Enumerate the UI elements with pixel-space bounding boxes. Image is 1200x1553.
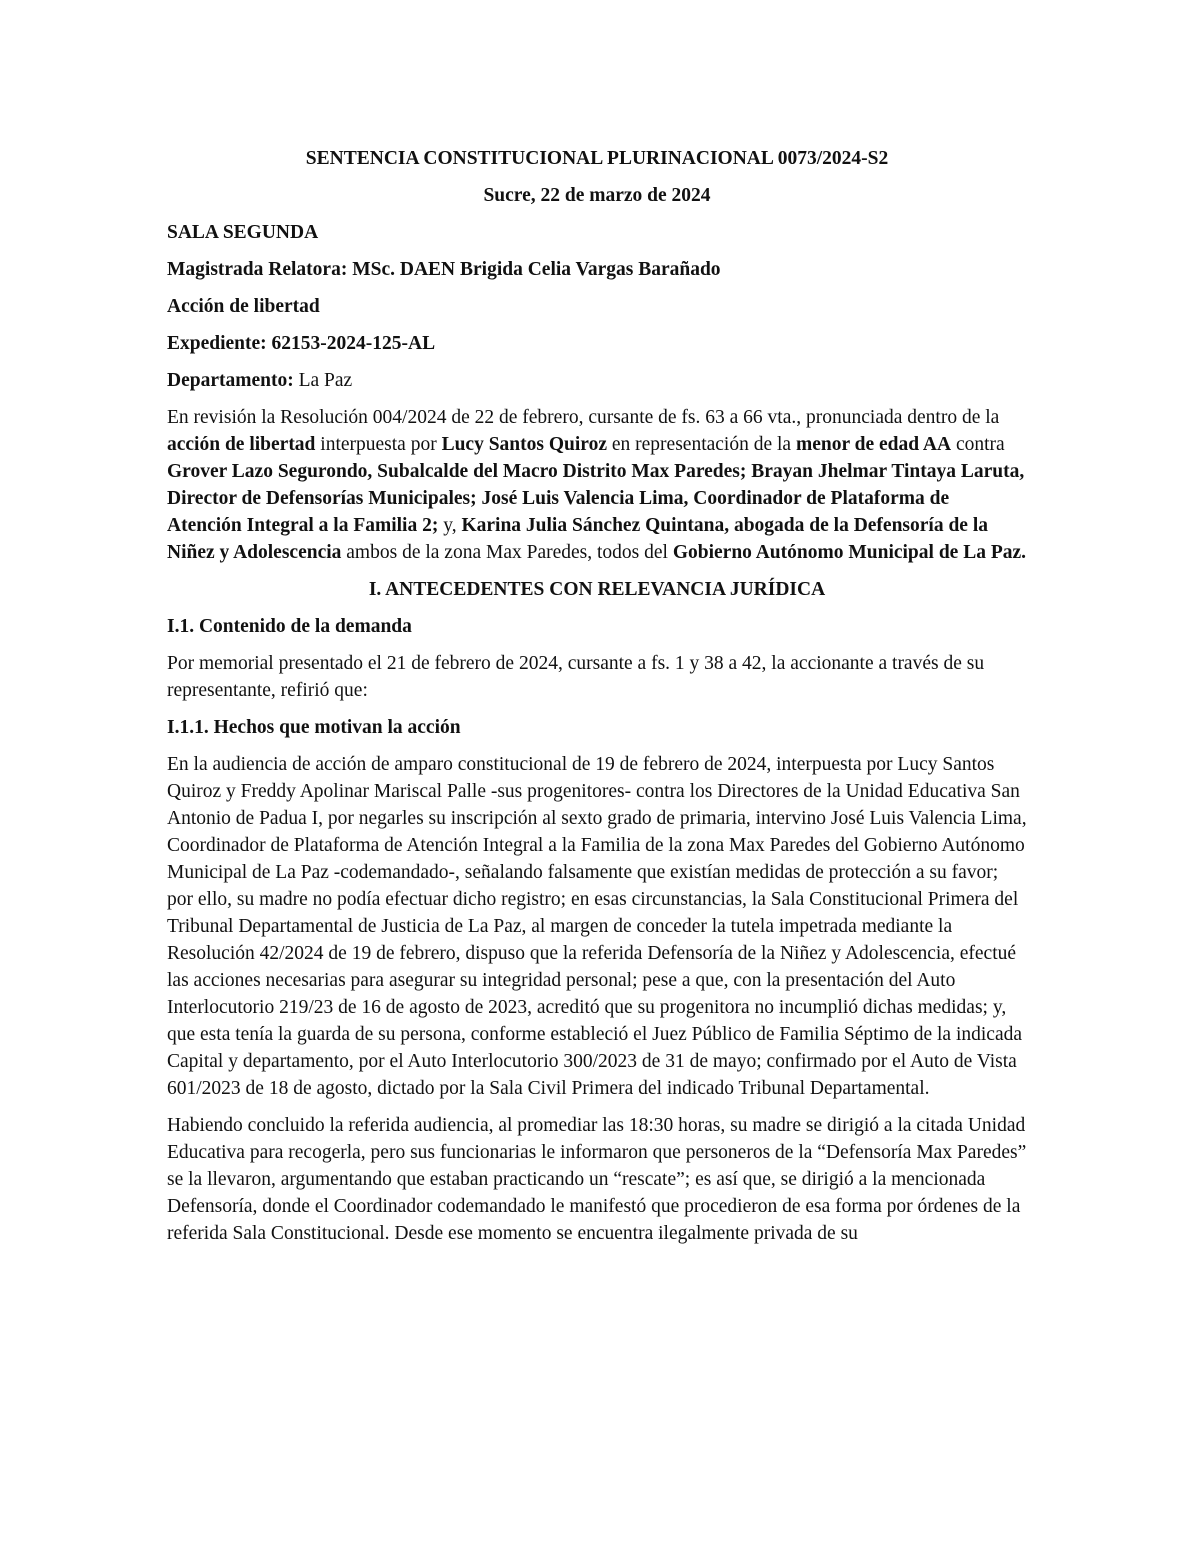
subsection-number: I.1.1.: [167, 717, 209, 738]
intro-paragraph: [167, 404, 1027, 566]
intro-text-4: contra: [951, 434, 1005, 455]
intro-bold-6: Gobierno Autónomo Municipal de La Paz.: [672, 542, 1027, 563]
document-title: SENTENCIA CONSTITUCIONAL PLURINACIONAL 0073/2024-S2: [305, 148, 889, 169]
intro-text-5: y,: [438, 515, 462, 536]
relatora-label: Magistrada Relatora:: [167, 259, 348, 280]
paragraph-audiencia: Habiendo concluido la referida audiencia, al promediar las 18:30 horas, su madre se dirigió a la citada Unidad Educativa para recogerla, pero sus funcionarias le informaron que personeros de la “Defensoría Max Paredes” se la llevaron, argumentando que estaban practicando un “rescate”; es así que, se dirigió a la mencionada Defensoría, donde el Coordinador codemandado le manifestó que procedieron de esa forma por órdenes de la referida Sala Constitucional. Desde ese momento se encuentra ilegalmente privada de su: [167, 1115, 1027, 1244]
sala-label: SALA SEGUNDA: [167, 222, 319, 243]
subsection-title: Contenido de la demanda: [198, 616, 412, 637]
intro-bold-1: acción de libertad: [167, 434, 316, 455]
relatora-value: MSc. DAEN Brigida Celia Vargas Barañado: [352, 259, 721, 280]
section-heading: I. ANTECEDENTES CON RELEVANCIA JURÍDICA: [368, 579, 826, 600]
intro-bold-4: Grover Lazo Segurondo, Subalcalde del Macro Distrito Max Paredes; Brayan Jhelmar Tintaya Laruta, Director de Defensorías Municipales; José Luis Valencia Lima, Coordinador de Plataforma de Atención Integral a la Familia 2;: [167, 461, 1025, 536]
departamento-label: Departamento:: [167, 370, 294, 391]
intro-text-6: ambos de la zona Max Paredes, todos del: [341, 542, 673, 563]
intro-bold-5: Karina Julia Sánchez Quintana, abogada de la Defensoría de la Niñez y Adolescencia: [167, 515, 989, 563]
subsection-number: I.1.: [167, 616, 195, 637]
document-date: Sucre, 22 de marzo de 2024: [483, 185, 711, 206]
subsection-heading-1-1: [167, 613, 1027, 640]
expediente-value: 62153-2024-125-AL: [271, 333, 436, 354]
subsection-heading-1-1-1: [167, 714, 1027, 741]
expediente-line: [167, 330, 1027, 357]
intro-bold-3: menor de edad AA: [795, 434, 952, 455]
paragraph-hechos: En la audiencia de acción de amparo constitucional de 19 de febrero de 2024, interpuesta por Lucy Santos Quiroz y Freddy Apolinar Mariscal Palle -sus progenitores- contra los Directores de la Unidad Educativa San Antonio de Padua I, por negarles su inscripción al sexto grado de primaria, intervino José Luis Valencia Lima, Coordinador de Plataforma de Atención Integral a la Familia de la zona Max Paredes del Gobierno Autónomo Municipal de La Paz -codemandado-, señalando falsamente que existían medidas de protección a su favor; por ello, su madre no podía efectuar dicho registro; en esas circunstancias, la Sala Constitucional Primera del Tribunal Departamental de Justicia de La Paz, al margen de conceder la tutela impetrada mediante la Resolución 42/2024 de 19 de febrero, dispuso que la referida Defensoría de la Niñez y Adolescencia, efectué las acciones necesarias para asegurar su integridad personal; pese a que, con la presentación del Auto Interlocutorio 219/23 de 16 de agosto de 2023, acreditó que su progenitora no incumplió dichas medidas; y, que esta tenía la guarda de su persona, conforme estableció el Juez Público de Familia Séptimo de la indicada Capital y departamento, por el Auto Interlocutorio 300/2023 de 31 de mayo; confirmado por el Auto de Vista 601/2023 de 18 de agosto, dictado por la Sala Civil Primera del indicado Tribunal Departamental.: [167, 754, 1027, 1099]
intro-text-1: En revisión la Resolución 004/2024 de 22 de febrero, cursante de fs. 63 a 66 vta., pronunciada dentro de la: [167, 407, 1000, 428]
departamento-value: La Paz: [298, 370, 353, 391]
document-page: [167, 145, 1027, 1257]
relatora-line: [167, 256, 1027, 283]
intro-bold-2: Lucy Santos Quiroz: [441, 434, 607, 455]
paragraph-memorial: Por memorial presentado el 21 de febrero de 2024, cursante a fs. 1 y 38 a 42, la accionante a través de su representante, refirió que:: [167, 653, 985, 701]
intro-text-2: interpuesta por: [315, 434, 442, 455]
accion-label: Acción de libertad: [167, 296, 320, 317]
expediente-label: Expediente:: [167, 333, 267, 354]
intro-text-3: en representación de la: [607, 434, 796, 455]
subsection-title: Hechos que motivan la acción: [213, 717, 461, 738]
departamento-line: [167, 367, 1027, 394]
